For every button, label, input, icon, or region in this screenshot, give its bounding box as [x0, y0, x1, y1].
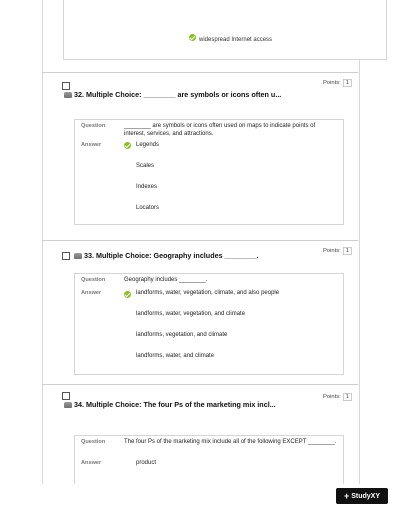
question-checkbox[interactable] — [62, 252, 70, 260]
question-table: Question Geography includes ________. Answer landforms, water, vegetation, climate, and also people landforms, water, vegetation, and climate landforms, vegetation, and climate landforms, water, and climate — [74, 273, 344, 375]
question-table: Question The four Ps of the marketing mix include all of the following EXCEPT ________. Answer product — [74, 435, 344, 484]
answer-option: landforms, water, vegetation, and climate — [136, 311, 246, 317]
correct-check-icon — [124, 142, 131, 149]
question-checkbox[interactable] — [62, 392, 70, 400]
answer-option: Locators — [136, 205, 160, 211]
correct-check-icon — [124, 291, 131, 298]
question-title: 32. Multiple Choice: ________ are symbols or icons often u... — [62, 81, 282, 99]
answer-option: Indexes — [136, 184, 158, 190]
question-34 — [42, 384, 358, 485]
answer-option: landforms, water, and climate — [136, 353, 215, 359]
question-checkbox[interactable] — [62, 82, 70, 90]
answer-option-correct: Legends — [136, 142, 160, 148]
question-type-icon — [64, 92, 72, 98]
question-type-icon — [64, 402, 72, 408]
previous-answer-table — [63, 0, 387, 60]
answer-option: landforms, vegetation, and climate — [136, 332, 228, 338]
question-type-icon — [74, 253, 82, 259]
answer-option: product — [136, 460, 157, 466]
plus-icon: + — [343, 490, 350, 501]
correct-check-icon — [189, 34, 196, 41]
question-33 — [42, 240, 358, 383]
question-title: 34. Multiple Choice: The four Ps of the marketing mix incl... — [62, 391, 282, 409]
question-title: 33. Multiple Choice: Geography includes ________. — [62, 251, 282, 260]
answer-option: widespread Internet access — [199, 37, 273, 43]
question-table: Question ________ are symbols or icons often used on maps to indicate points of interest, services, and attractions. Answer Legends Scales Indexes Locators — [74, 119, 344, 225]
points: Points: 1 — [323, 247, 352, 255]
points: Points: 1 — [323, 393, 352, 401]
studyxy-logo[interactable]: + StudyXY — [336, 488, 388, 504]
answer-option-correct: landforms, water, vegetation, climate, and also people — [136, 290, 280, 296]
answer-option: Scales — [136, 163, 155, 169]
question-32 — [42, 72, 358, 241]
points: Points: 1 — [323, 79, 352, 87]
